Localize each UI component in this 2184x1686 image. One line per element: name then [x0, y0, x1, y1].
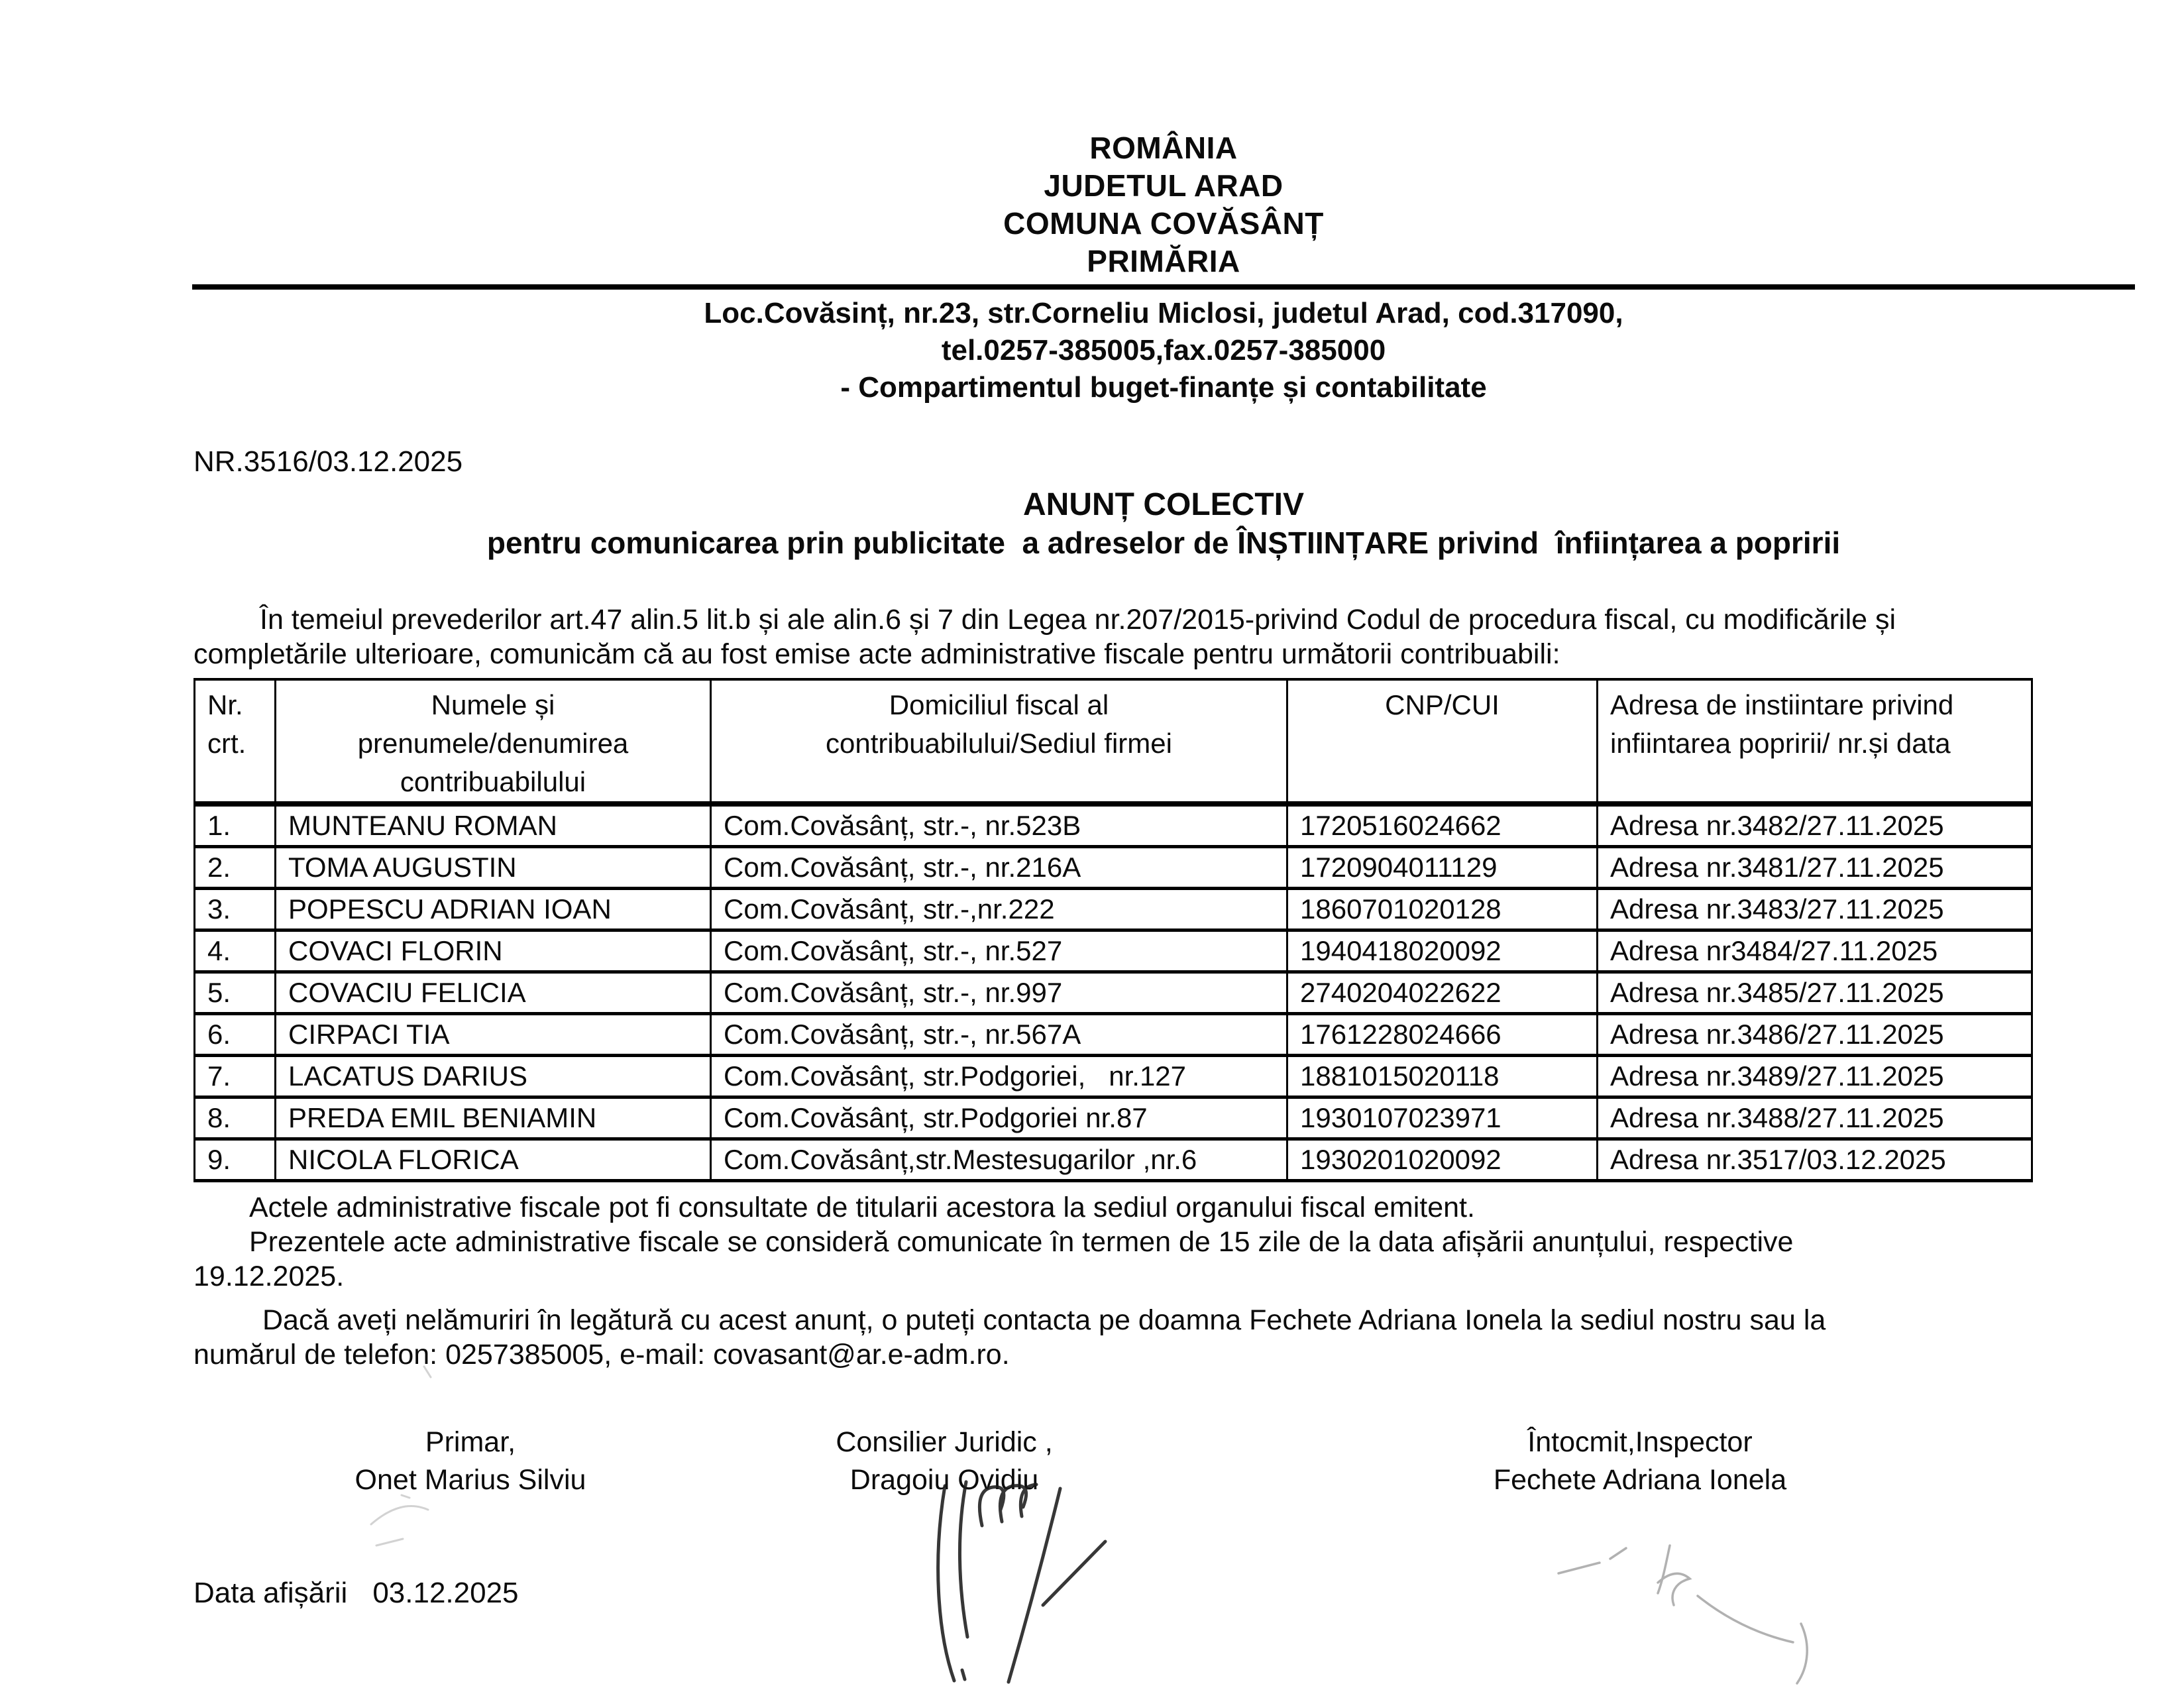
header-fiscal-address: Domiciliul fiscal al contribuabilului/Sediul firmei	[711, 679, 1287, 804]
letterhead	[192, 129, 2135, 280]
cell-cnp: 1930201020092	[1287, 1139, 1598, 1181]
cell-nr: 3.	[195, 889, 276, 930]
intro-paragraph: În temeiul prevederilor art.47 alin.5 lit.b și ale alin.6 și 7 din Legea nr.207/2015-privind Codul de procedura fiscal, cu modificările și completările ulterioare, comunicăm că au fost emise acte administrative fiscale pentru următorii contribuabili:	[193, 604, 1896, 670]
letterhead-country: ROMÂNIA	[1089, 131, 1238, 165]
header-notice: Adresa de instiintare privind infiintarea popririi/ nr.și data	[1598, 679, 2032, 804]
posting-date-line	[193, 1576, 2184, 1610]
contact-address-line: Loc.Covăsinț, nr.23, str.Corneliu Miclosi, judetul Arad, cod.317090,	[704, 297, 1623, 329]
signature-mayor-name: Onet Marius Silviu	[355, 1464, 586, 1496]
cell-cnp: 1860701020128	[1287, 889, 1598, 930]
cell-name: TOMA AUGUSTIN	[276, 847, 711, 889]
cell-name: COVACIU FELICIA	[276, 972, 711, 1014]
cell-notice: Adresa nr.3517/03.12.2025	[1598, 1139, 2032, 1181]
cell-nr: 4.	[195, 930, 276, 972]
cell-notice: Adresa nr.3486/27.11.2025	[1598, 1014, 2032, 1056]
letterhead-county: JUDETUL ARAD	[1044, 168, 1283, 203]
cell-fiscal_address: Com.Covăsânț, str.Podgoriei nr.87	[711, 1097, 1287, 1139]
posting-date-label: Data afișării	[193, 1577, 348, 1609]
signature-inspector	[1494, 1424, 1786, 1499]
cell-fiscal_address: Com.Covăsânț, str.-, nr.523B	[711, 804, 1287, 847]
cell-name: CIRPACI TIA	[276, 1014, 711, 1056]
signature-legal-adviser	[836, 1424, 1052, 1499]
cell-fiscal_address: Com.Covăsânț,str.Mestesugarilor ,nr.6	[711, 1139, 1287, 1181]
cell-nr: 5.	[195, 972, 276, 1014]
contact-block	[192, 295, 2135, 406]
note-consultation: Actele administrative fiscale pot fi consultate de titularii acestora la sediul organului fiscal emitent.	[249, 1192, 1475, 1223]
table-row	[195, 1056, 2032, 1097]
cell-name: COVACI FLORIN	[276, 930, 711, 972]
cell-nr: 2.	[195, 847, 276, 889]
table-header-row	[195, 679, 2032, 804]
header-nr-crt: Nr. crt.	[195, 679, 276, 804]
document-number: NR.3516/03.12.2025	[193, 445, 463, 478]
document-subtitle: pentru comunicarea prin publicitate a adreselor de ÎNȘTIINȚARE privind înființarea a popririi	[486, 526, 1841, 560]
signature-inspector-name: Fechete Adriana Ionela	[1493, 1464, 1787, 1496]
cell-cnp: 1881015020118	[1287, 1056, 1598, 1097]
header-name: Numele și prenumele/denumirea contribuabilului	[276, 679, 711, 804]
cell-fiscal_address: Com.Covăsânț, str.-, nr.527	[711, 930, 1287, 972]
table-row	[195, 889, 2032, 930]
cell-notice: Adresa nr3484/27.11.2025	[1598, 930, 2032, 972]
letterhead-institution: PRIMĂRIA	[1087, 244, 1240, 278]
signature-legal-adviser-name: Dragoiu Ovidiu	[849, 1464, 1039, 1496]
cell-cnp: 1720904011129	[1287, 847, 1598, 889]
signature-scribble-inspector	[1558, 1546, 1807, 1683]
debtors-table	[193, 678, 2033, 1182]
note-deadline: Prezentele acte administrative fiscale se consideră comunicate în termen de 15 zile de la data afișării anunțului, respective 19.12.2025.	[193, 1226, 1794, 1292]
cell-name: MUNTEANU ROMAN	[276, 804, 711, 847]
cell-cnp: 1761228024666	[1287, 1014, 1598, 1056]
contact-phone-line: tel.0257-385005,fax.0257-385000	[941, 334, 1386, 366]
signature-mayor	[355, 1424, 586, 1499]
header-cnp-cui: CNP/CUI	[1287, 679, 1598, 804]
cell-nr: 9.	[195, 1139, 276, 1181]
cell-fiscal_address: Com.Covăsânț, str.-, nr.216A	[711, 847, 1287, 889]
cell-name: POPESCU ADRIAN IOAN	[276, 889, 711, 930]
cell-nr: 7.	[195, 1056, 276, 1097]
table-row	[195, 1139, 2032, 1181]
cell-name: PREDA EMIL BENIAMIN	[276, 1097, 711, 1139]
cell-nr: 6.	[195, 1014, 276, 1056]
cell-cnp: 1940418020092	[1287, 930, 1598, 972]
cell-cnp: 2740204022622	[1287, 972, 1598, 1014]
cell-nr: 8.	[195, 1097, 276, 1139]
table-row	[195, 972, 2032, 1014]
cell-notice: Adresa nr.3488/27.11.2025	[1598, 1097, 2032, 1139]
cell-notice: Adresa nr.3485/27.11.2025	[1598, 972, 2032, 1014]
cell-notice: Adresa nr.3482/27.11.2025	[1598, 804, 2032, 847]
signature-legal-adviser-role: Consilier Juridic ,	[836, 1426, 1053, 1458]
cell-notice: Adresa nr.3483/27.11.2025	[1598, 889, 2032, 930]
table-header	[195, 679, 2032, 804]
cell-fiscal_address: Com.Covăsânț, str.Podgoriei, nr.127	[711, 1056, 1287, 1097]
cell-notice: Adresa nr.3489/27.11.2025	[1598, 1056, 2032, 1097]
cell-fiscal_address: Com.Covăsânț, str.-, nr.567A	[711, 1014, 1287, 1056]
posting-date-value: 03.12.2025	[372, 1577, 519, 1609]
document-title: ANUNȚ COLECTIV	[1023, 487, 1304, 522]
table-row	[195, 804, 2032, 847]
title-block	[192, 486, 2135, 561]
signature-inspector-role: Întocmit,Inspector	[1527, 1426, 1753, 1458]
table-body	[195, 804, 2032, 1181]
note-contact: Dacă aveți nelămuriri în legătură cu acest anunț, o puteți contacta pe doamna Fechete Adriana Ionela la sediul nostru sau la numărul de telefon: 0257385005, e-mail: covasant@ar.e-adm.ro.	[193, 1304, 1826, 1371]
signature-block	[0, 1424, 2184, 1506]
cell-cnp: 1720516024662	[1287, 804, 1598, 847]
table-row	[195, 847, 2032, 889]
signature-mayor-role: Primar,	[425, 1426, 516, 1458]
cell-nr: 1.	[195, 804, 276, 847]
cell-name: LACATUS DARIUS	[276, 1056, 711, 1097]
cell-fiscal_address: Com.Covăsânț, str.-,nr.222	[711, 889, 1287, 930]
cell-cnp: 1930107023971	[1287, 1097, 1598, 1139]
cell-fiscal_address: Com.Covăsânț, str.-, nr.997	[711, 972, 1287, 1014]
table-row	[195, 930, 2032, 972]
cell-notice: Adresa nr.3481/27.11.2025	[1598, 847, 2032, 889]
table-row	[195, 1014, 2032, 1056]
table-row	[195, 1097, 2032, 1139]
letterhead-commune: COMUNA COVĂSÂNȚ	[1003, 206, 1324, 241]
contact-department-line: - Compartimentul buget-finanțe și contabilitate	[840, 371, 1487, 404]
cell-name: NICOLA FLORICA	[276, 1139, 711, 1181]
header-divider	[192, 284, 2135, 290]
